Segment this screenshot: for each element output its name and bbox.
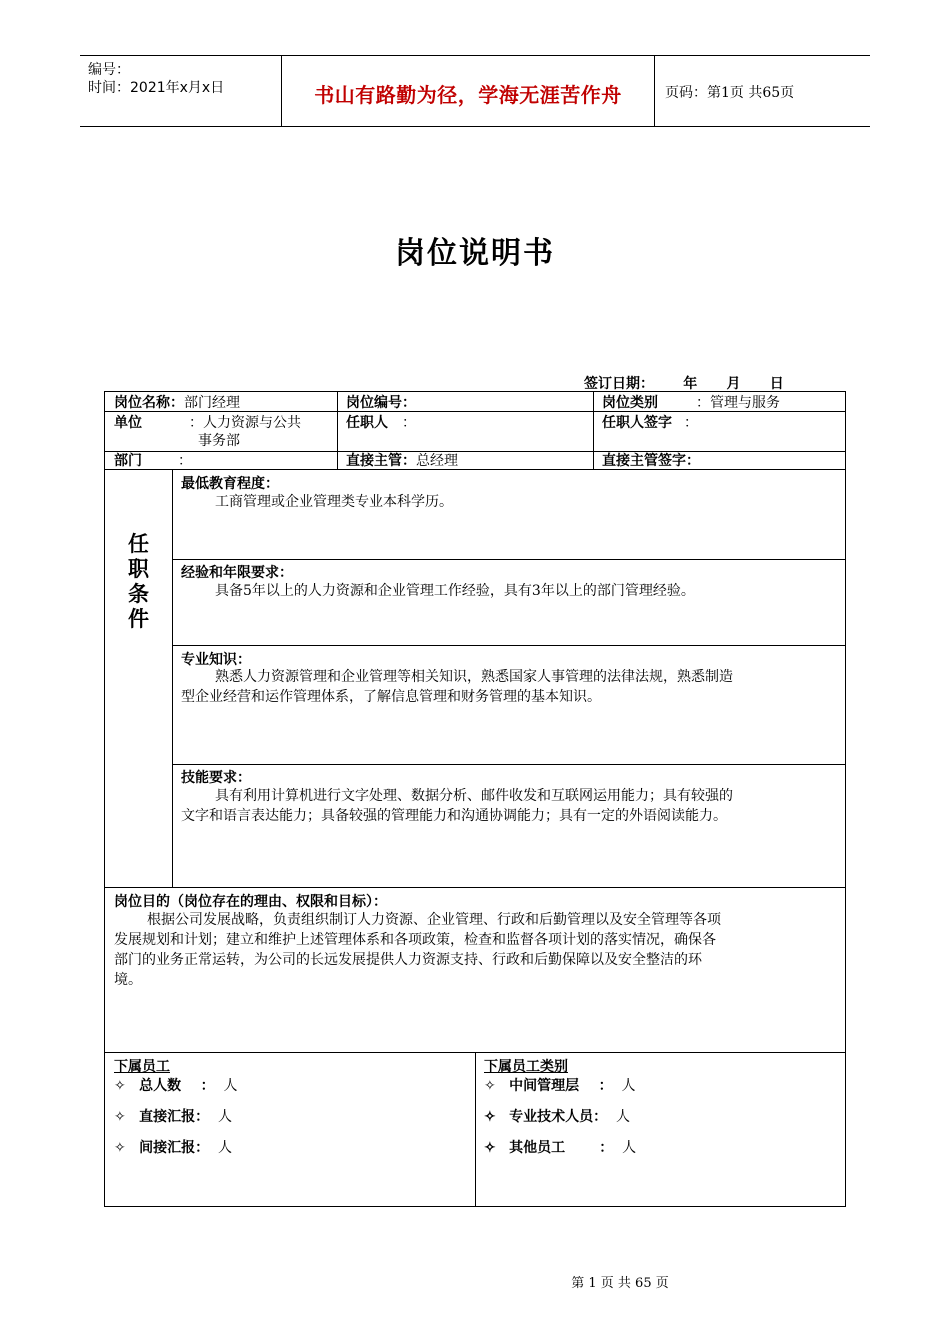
subordinate-type-value: 人 <box>622 1140 637 1156</box>
sign-date: 签订日期： 年 月 日 <box>584 376 784 392</box>
knowledge-heading: 专业知识： <box>181 652 251 668</box>
subordinate-type-row <box>484 1106 630 1126</box>
holder-sign-label: 任职人签字 <box>602 415 672 431</box>
subordinate-value: 人 <box>218 1140 232 1156</box>
supervisor-cell <box>346 452 458 470</box>
row-line <box>105 469 845 470</box>
side-char: 职 <box>128 557 149 581</box>
side-char: 件 <box>128 607 149 631</box>
diamond-bullet-icon: ✧ <box>484 1109 496 1125</box>
header-divider <box>654 56 655 126</box>
row-line <box>105 887 845 888</box>
page-title: 岗位说明书 <box>395 236 555 271</box>
subordinate-row <box>114 1137 232 1157</box>
dept-label: 部门 <box>114 453 142 469</box>
skills-line2: 文字和语言表达能力；具备较强的管理能力和沟通协调能力；具有一定的外语阅读能力。 <box>181 808 727 824</box>
code-label: 编号： <box>88 62 130 78</box>
holder-label: 任职人 <box>346 415 388 431</box>
purpose-heading: 岗位目的（岗位存在的理由、权限和目标）： <box>114 894 387 910</box>
skills-line1: 具有利用计算机进行文字处理、数据分析、邮件收发和互联网运用能力；具有较强的 <box>215 788 733 804</box>
experience-heading: 经验和年限要求： <box>181 565 293 581</box>
side-char: 任 <box>128 532 149 556</box>
purpose-line4: 境。 <box>114 972 142 988</box>
subordinate-label: 直接汇报： <box>139 1109 210 1125</box>
position-type-value: ：管理与服务 <box>696 395 780 411</box>
experience-text: 具备5年以上的人力资源和企业管理工作经验，具有3年以上的部门管理经验。 <box>215 583 695 599</box>
position-type-label: 岗位类别 <box>602 395 658 411</box>
row-line <box>172 559 845 560</box>
page-footer: 第 1 页 共 65 页 <box>571 1276 669 1291</box>
holder-colon: ： <box>402 415 416 431</box>
subordinate-type-label: 中间管理层 ： <box>509 1078 613 1094</box>
holder-sign-cell <box>602 414 698 432</box>
subordinate-type-label: 其他员工 ： <box>509 1140 614 1156</box>
supervisor-sign-label: 直接主管签字： <box>602 453 700 469</box>
holder-sign-colon: ： <box>684 415 698 431</box>
holder-cell <box>346 414 416 432</box>
skills-heading: 技能要求： <box>181 770 251 786</box>
subordinate-type-row <box>484 1075 636 1095</box>
education-text: 工商管理或企业管理类专业本科学历。 <box>215 494 453 510</box>
position-name-label: 岗位名称： <box>114 395 184 411</box>
education-heading: 最低教育程度： <box>181 476 279 492</box>
row-line <box>172 764 845 765</box>
position-name-value: 部门经理 <box>184 395 240 411</box>
subordinates-heading: 下属员工 <box>114 1059 170 1075</box>
subordinate-types-heading: 下属员工类别 <box>484 1059 568 1075</box>
purpose-line3: 部门的业务正常运转，为公司的长远发展提供人力资源支持、行政和后勤保障以及安全整洁的环 <box>114 952 702 968</box>
dept-colon: ： <box>178 453 192 469</box>
document-header <box>80 55 870 127</box>
subordinate-label: 总人数 ： <box>139 1078 215 1094</box>
supervisor-value: 总经理 <box>416 453 458 469</box>
col-line <box>172 469 173 887</box>
subordinate-type-label: 专业技术人员： <box>509 1109 608 1125</box>
diamond-bullet-icon: ✧ <box>484 1140 496 1156</box>
unit-value-line2: 事务部 <box>198 433 240 449</box>
knowledge-line1: 熟悉人力资源管理和企业管理等相关知识，熟悉国家人事管理的法律法规，熟悉制造 <box>215 669 733 685</box>
unit-label: 单位 <box>114 415 142 431</box>
row-line <box>172 645 845 646</box>
header-motto: 书山有路勤为径，学海无涯苦作舟 <box>314 83 622 107</box>
col-line <box>475 1052 476 1207</box>
subordinate-value: 人 <box>223 1078 238 1094</box>
job-description-form <box>104 391 846 1207</box>
dept-cell <box>114 452 192 470</box>
subordinate-type-value: 人 <box>621 1078 636 1094</box>
subordinate-row <box>114 1106 232 1126</box>
date-line: 时间：2021年x月x日 <box>88 80 225 96</box>
col-line <box>593 392 594 469</box>
subordinate-type-value: 人 <box>616 1109 630 1125</box>
subordinate-label: 间接汇报： <box>139 1140 210 1156</box>
diamond-bullet-icon: ✧ <box>114 1140 126 1156</box>
header-meta <box>88 61 224 97</box>
subordinate-value: 人 <box>218 1109 232 1125</box>
position-type-cell <box>602 394 780 412</box>
header-page-info: 页码：第1页 共65页 <box>665 85 795 101</box>
knowledge-line2: 型企业经营和运作管理体系，了解信息管理和财务管理的基本知识。 <box>181 689 601 705</box>
subordinate-row <box>114 1075 238 1095</box>
side-char: 条 <box>128 582 149 606</box>
qualifications-side-label <box>105 532 172 632</box>
col-line <box>337 392 338 469</box>
diamond-bullet-icon: ✧ <box>114 1109 126 1125</box>
diamond-bullet-icon: ✧ <box>114 1078 126 1094</box>
purpose-line1: 根据公司发展战略，负责组织制订人力资源、企业管理、行政和后勤管理以及安全管理等各项 <box>147 912 721 928</box>
subordinate-type-row <box>484 1137 636 1157</box>
unit-value-line1: ：人力资源与公共 <box>189 415 301 431</box>
purpose-line2: 发展规划和计划；建立和维护上述管理体系和各项政策，检查和监督各项计划的落实情况，确保各 <box>114 932 716 948</box>
position-name-cell <box>114 394 240 412</box>
diamond-bullet-icon: ✧ <box>484 1078 496 1094</box>
row-line <box>105 451 845 452</box>
supervisor-label: 直接主管： <box>346 453 416 469</box>
position-code-label: 岗位编号： <box>346 395 416 411</box>
